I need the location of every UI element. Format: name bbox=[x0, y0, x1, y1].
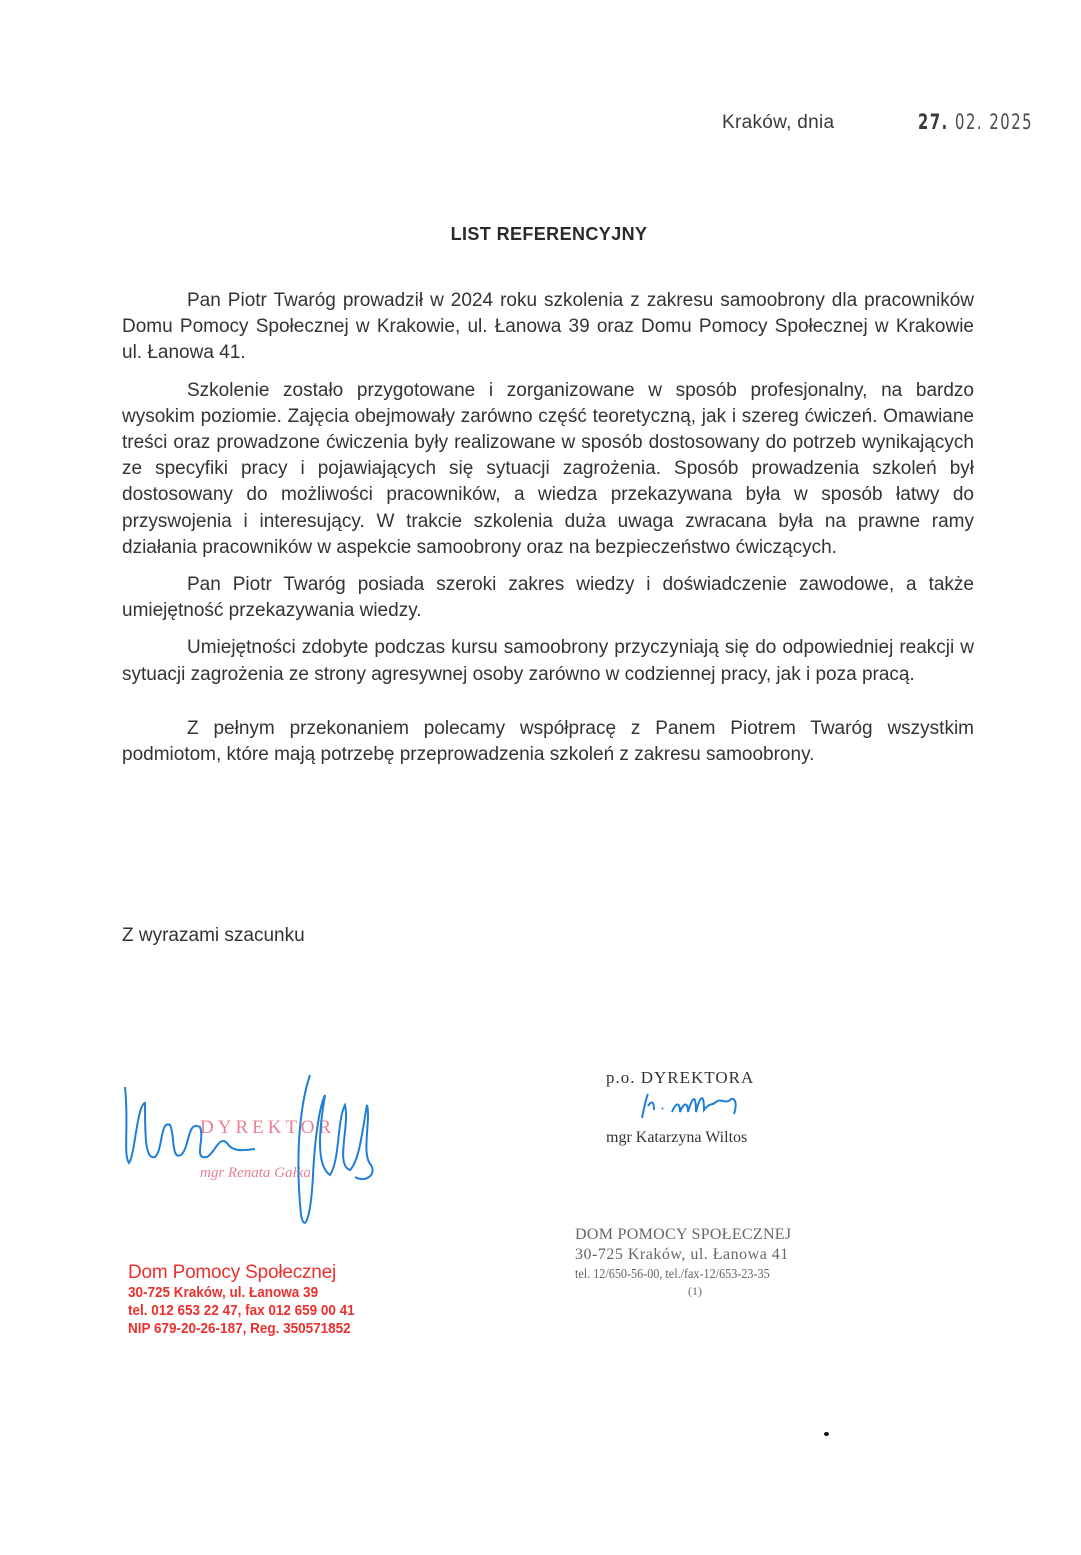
paragraph: Pan Piotr Twaróg prowadził w 2024 roku szkolenia z zakresu samoobrony dla pracowników Domu Pomocy Społecznej w Krakowie, ul. Łanowa 39 oraz Domu Pomocy Społecznej w Krakowie ul. Łanowa 41. bbox=[122, 290, 974, 364]
paragraph: Z pełnym przekonaniem polecamy współpracę z Panem Piotrem Twaróg wszystkim podmiotom, które mają potrzebę przeprowadzenia szkoleń z zakresu samoobrony. bbox=[122, 717, 974, 766]
letter-body bbox=[122, 288, 974, 779]
acting-director-title: p.o. DYREKTORA bbox=[606, 1068, 755, 1087]
stamp-line: 30-725 Kraków, ul. Łanowa 39 bbox=[128, 1284, 319, 1301]
institution-stamp-red bbox=[128, 1262, 380, 1338]
stamp-line: 30-725 Kraków, ul. Łanowa 41 bbox=[575, 1246, 789, 1263]
acting-director-signature-block bbox=[596, 1068, 796, 1147]
date-day: 27. bbox=[918, 110, 949, 134]
institution-stamp-gray bbox=[575, 1226, 815, 1299]
stamp-line: tel. 012 653 22 47, fax 012 659 00 41 bbox=[128, 1302, 355, 1319]
date-stamp bbox=[918, 110, 1033, 134]
handwritten-signature-icon bbox=[634, 1088, 774, 1124]
place-date-label: Kraków, dnia bbox=[722, 112, 835, 133]
paragraph: Umiejętności zdobyte podczas kursu samoobrony przyczyniają się do odpowiedniej reakcji w sytuacji zagrożenia ze strony agresywnej osoby zarówno w codziennej pracy, jak i poza pracą. bbox=[122, 637, 974, 685]
director-signature-block bbox=[115, 1065, 415, 1265]
acting-director-name: mgr Katarzyna Wiltos bbox=[606, 1129, 748, 1146]
date-month-year: 02. 2025 bbox=[955, 110, 1034, 134]
paragraph: Szkolenie zostało przygotowane i zorganizowane w sposób profesjonalny, na bardzo wysokim poziomie. Zajęcia obejmowały zarówno część teoretyczną, jak i szereg ćwiczeń. Omawiane treści oraz prowadzone ćwiczenia były realizowane w sposób dostosowany do potrzeb wynikających ze specyfiki pracy i pojawiających się sytuacji zagrożenia. Sposób prowadzenia szkoleń był dostosowany do możliwości pracowników, a wiedza przekazywana była w sposób łatwy do przyswojenia i interesujący. W trakcie szkolenia duża uwaga zwracana była na prawne ramy działania pracowników w aspekcie samoobrony oraz na bezpieczeństwo ćwiczących. bbox=[122, 379, 974, 558]
director-title-stamp: DYREKTOR bbox=[200, 1117, 336, 1138]
director-name-stamp: mgr Renata Gałka bbox=[200, 1165, 311, 1181]
place-date bbox=[722, 110, 1034, 134]
stamp-line: Dom Pomocy Społecznej bbox=[128, 1262, 337, 1283]
stamp-line: NIP 679-20-26-187, Reg. 350571852 bbox=[128, 1320, 351, 1337]
stamp-line: (1) bbox=[688, 1284, 702, 1298]
closing-salutation: Z wyrazami szacunku bbox=[122, 925, 305, 946]
scan-artifact-dot bbox=[824, 1432, 829, 1436]
document-title: LIST REFERENCYJNY bbox=[450, 224, 648, 244]
paragraph: Pan Piotr Twaróg posiada szeroki zakres wiedzy i doświadczenie zawodowe, a także umiejętność przekazywania wiedzy. bbox=[122, 574, 974, 622]
stamp-line: DOM POMOCY SPOŁECZNEJ bbox=[575, 1226, 792, 1243]
stamp-line: tel. 12/650-56-00, tel./fax-12/653-23-35 bbox=[575, 1266, 770, 1281]
handwritten-signature-icon bbox=[115, 1065, 415, 1265]
